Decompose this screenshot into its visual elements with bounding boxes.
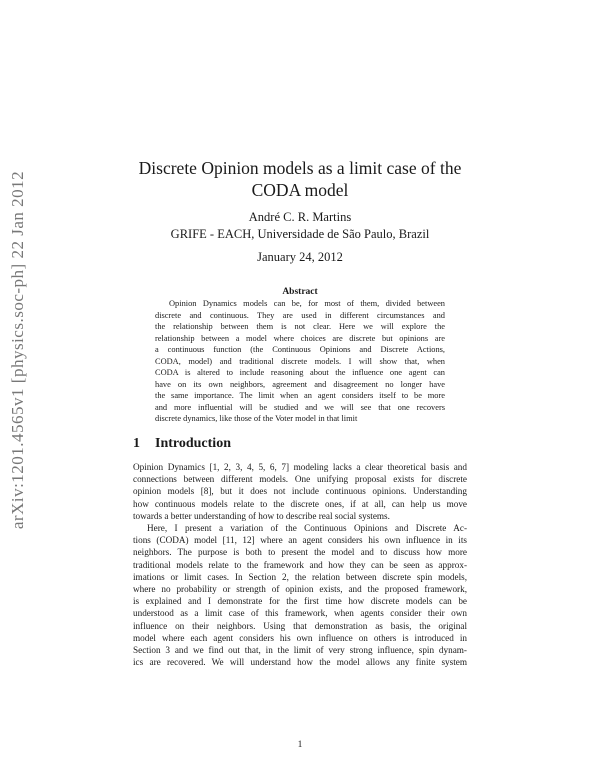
abstract-line: discrete dynamics, like those of the Voter model in that limit [155,414,358,423]
paragraph-line: model where each agent considers his own influence on others is introduced in [133,632,467,643]
paragraph-line: influence on their neighbors. Using that demonstration as basis, the original [133,620,467,631]
abstract-line: and more influential will be studied and we will see that one recovers [155,402,445,412]
paragraph-line: understood as a limit case of this framework, when agents consider their own [133,608,467,619]
paragraph-line: traditional models relate to the framework and how they can be seen as approx- [133,559,467,570]
introduction-body [133,461,467,668]
abstract-line: the relationship between them is not clear. Here we will explore the [155,322,445,331]
paragraph-line: connections between different models. One unifying proposal exists for discrete [133,474,467,485]
title-line: Discrete Opinion models as a limit case of the [138,158,462,178]
paragraph-line: imations or limit cases. In Section 2, the relation between discrete spin models, [133,571,467,582]
abstract-line: Opinion Dynamics models can be, for most of them, divided between [169,299,445,308]
abstract-line: relationship between a model where choices are discrete but opinions are [155,333,445,343]
paragraph-line: tions (CODA) model [11, 12] where an agent considers his own influence in its [133,535,467,546]
paper-date: January 24, 2012 [257,250,343,264]
abstract-line: have on its own neighbors, agreement and disagreement no longer have [155,379,445,389]
paragraph-line: neighbors. The purpose is both to present the model and to discuss how more [133,547,467,558]
paper-title [0,157,600,201]
section-number: 1 [133,436,140,451]
abstract-line: CODA is altered to include reasoning about the influence one agent can [155,368,445,377]
abstract-heading: Abstract [282,287,318,297]
abstract-line: the same importance. The limit when an agent considers itself to be more [155,391,445,400]
abstract-line: discrete and continuous. They are used in different circumstances and [155,310,445,320]
title-line: CODA model [251,180,349,200]
abstract-line: a continuous function (the Continuous Opinions and Discrete Actions, [155,345,445,354]
page-number: 1 [297,740,303,750]
paragraph-line: opinion models [8], but it does not include continuous opinions. Understanding [133,486,467,497]
author-affiliation: GRIFE - EACH, Universidade de São Paulo, Brazil [170,227,430,241]
paragraph-line: ics are recovered. We will understand how the model allows any finite system [133,657,467,668]
paragraph-line: how continuous models relate to the discrete ones, if at all, can help us move [133,498,467,509]
paragraph-line: Section 3 and we find out that, in the limit of very strong influence, spin dynam- [133,645,467,656]
paragraph-line: towards a better understanding of how to describe real social systems. [133,510,390,521]
paragraph-line: Here, I present a variation of the Continuous Opinions and Discrete Ac- [147,523,467,534]
abstract-line: CODA, model) and traditional discrete models. I will show that, when [155,356,445,366]
abstract-body [155,298,445,425]
paragraph-line: is explained and I demonstrate for the first time how discrete models can be [133,596,467,607]
section-title: Introduction [155,436,231,451]
paragraph-line: where no probability or strength of opinion exists, and the proposed framework, [133,584,467,595]
section-heading [133,435,231,453]
arxiv-identifier-text: arXiv:1201.4565v1 [physics.soc-ph] 22 Jan 2012 [8,170,27,530]
author-name: André C. R. Martins [248,210,352,224]
paragraph-line: Opinion Dynamics [1, 2, 3, 4, 5, 6, 7] modeling lacks a clear theoretical basis and [133,462,467,472]
